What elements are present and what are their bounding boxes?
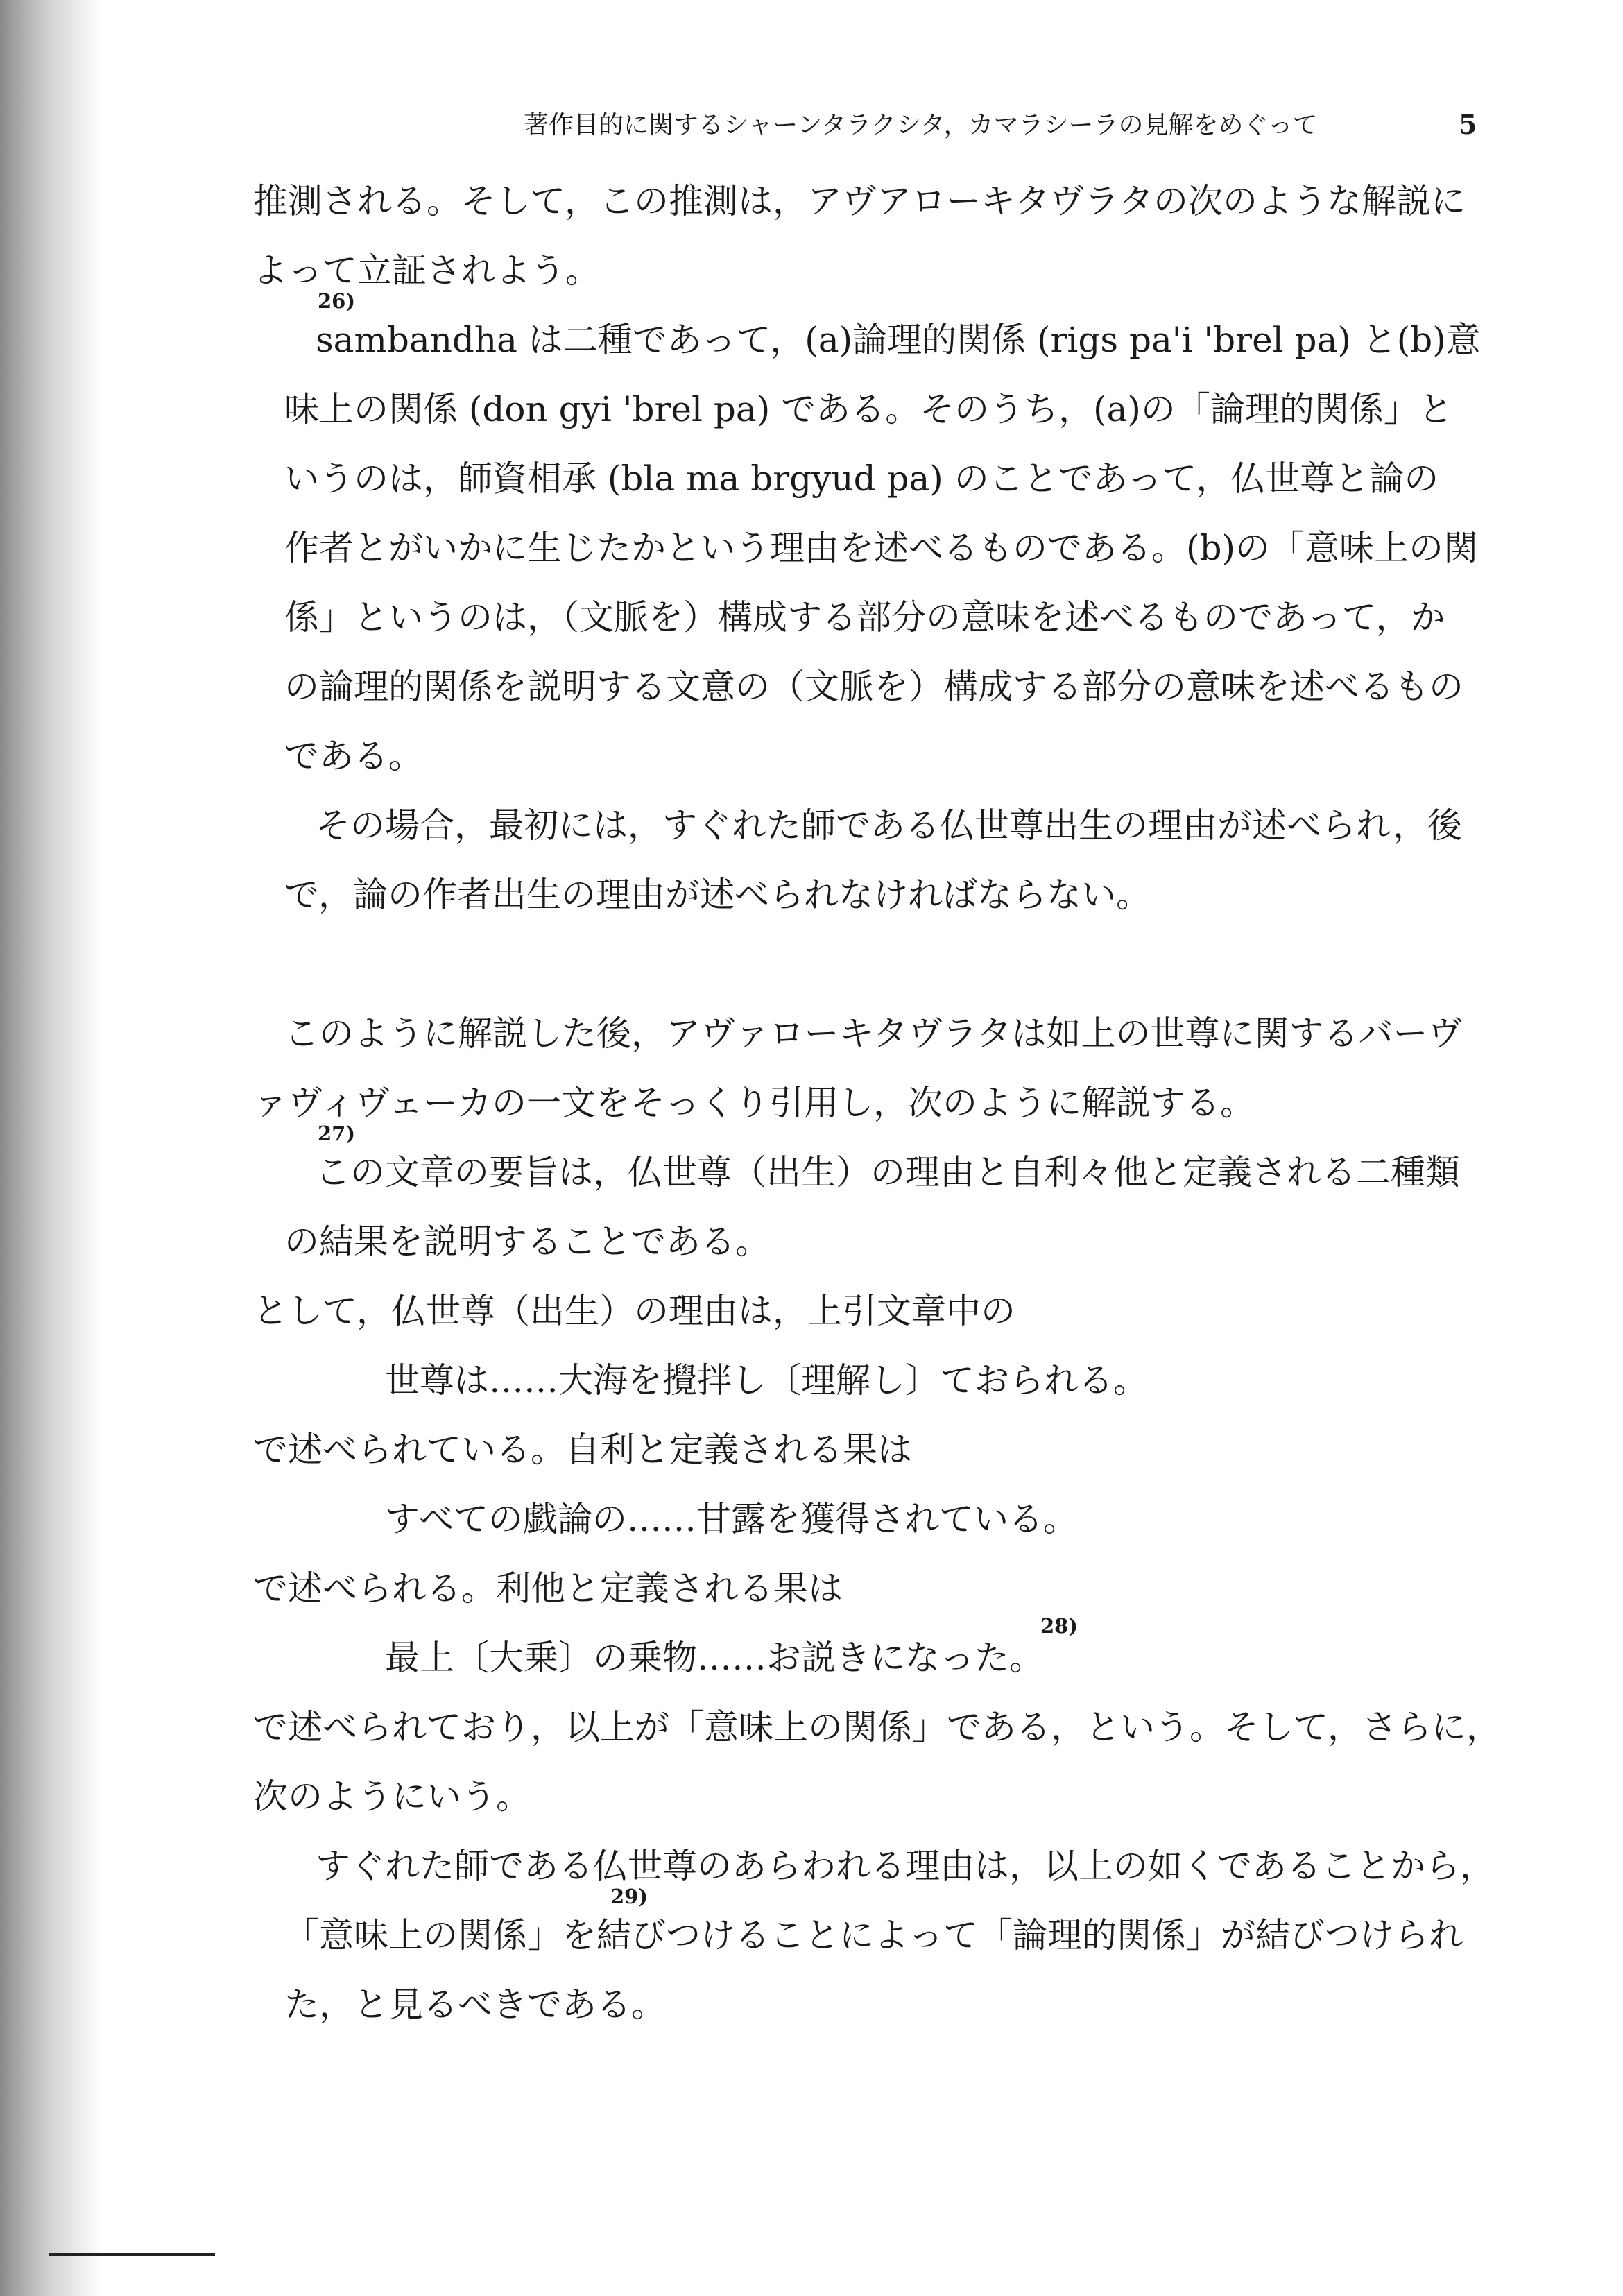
- footnote-mark-26: 26): [318, 289, 356, 313]
- quote-line: 「意味上の関係」を結びつけることによって「論理的関係」が結びつけられ: [284, 1915, 1463, 1955]
- quote-line: いうのは，師資相承 (bla ma brgyud pa) のことであって，仏世尊と論の: [284, 459, 1439, 499]
- quote-line: 味上の関係 (don gyi 'brel pa) である。そのうち，(a)の「論理的関係」と: [284, 389, 1453, 429]
- page-spine-shadow: [0, 0, 104, 2296]
- quote-line: た，と見るべきである。: [284, 1985, 666, 2025]
- footnote-mark-27: 27): [318, 1122, 356, 1145]
- body-line: で述べられている。自利と定義される果は: [253, 1430, 912, 1470]
- page-number: 5: [1459, 109, 1477, 140]
- footer-rule: [49, 2253, 215, 2256]
- body-line: よって立証されよう。: [253, 250, 600, 291]
- footnote-mark-29: 29): [610, 1885, 649, 1908]
- body-line: このように解説した後，アヴァローキタヴラタは如上の世尊に関するバーヴ: [284, 1013, 1463, 1054]
- body-line: で述べられており，以上が「意味上の関係」である，という。そして，さらに，: [253, 1707, 1501, 1747]
- quote-line: の結果を説明することである。: [284, 1222, 770, 1262]
- quote-line: 係」というのは，（文脈を）構成する部分の意味を述べるものであって，か: [284, 597, 1445, 637]
- quote-line: sambandha は二種であって，(a)論理的関係 (rigs pa'i 'brel pa) と(b)意: [316, 320, 1481, 360]
- body-line: 次のようにいう。: [253, 1776, 531, 1817]
- body-line: 推測される。そして，この推測は，アヴアローキタヴラタの次のような解説に: [253, 181, 1466, 221]
- quote-line: の論理的関係を説明する文意の（文脈を）構成する部分の意味を述べるもの: [284, 667, 1463, 707]
- quote-line: 作者とがいかに生じたかという理由を述べるものである。(b)の「意味上の関: [284, 528, 1479, 568]
- body-line: として，仏世尊（出生）の理由は，上引文章中の: [253, 1291, 1015, 1331]
- body-line: ァヴィヴェーカの一文をそっくり引用し，次のように解説する。: [253, 1083, 1255, 1123]
- quoted-excerpt: すべての戯論の……甘露を獲得されている。: [385, 1499, 1078, 1539]
- quoted-excerpt: 最上〔大乗〕の乗物……お説きになった。: [385, 1638, 1044, 1678]
- quote-line: で，論の作者出生の理由が述べられなければならない。: [284, 875, 1151, 915]
- quote-line: この文章の要旨は，仏世尊（出生）の理由と自利々他と定義される二種類: [316, 1152, 1460, 1192]
- quote-line: すぐれた師である仏世尊のあらわれる理由は，以上の如くであることから，: [316, 1846, 1495, 1886]
- quoted-excerpt: 世尊は……大海を攪拌し〔理解し〕ておられる。: [385, 1360, 1148, 1400]
- body-line: で述べられる。利他と定義される果は: [253, 1568, 843, 1609]
- running-header: 著作目的に関するシャーンタラクシタ，カマラシーラの見解をめぐって: [524, 111, 1318, 139]
- quote-line: である。: [284, 736, 423, 776]
- footnote-mark-28: 28): [1040, 1614, 1079, 1638]
- quote-line: その場合，最初には，すぐれた師である仏世尊出生の理由が述べられ，後: [316, 805, 1462, 846]
